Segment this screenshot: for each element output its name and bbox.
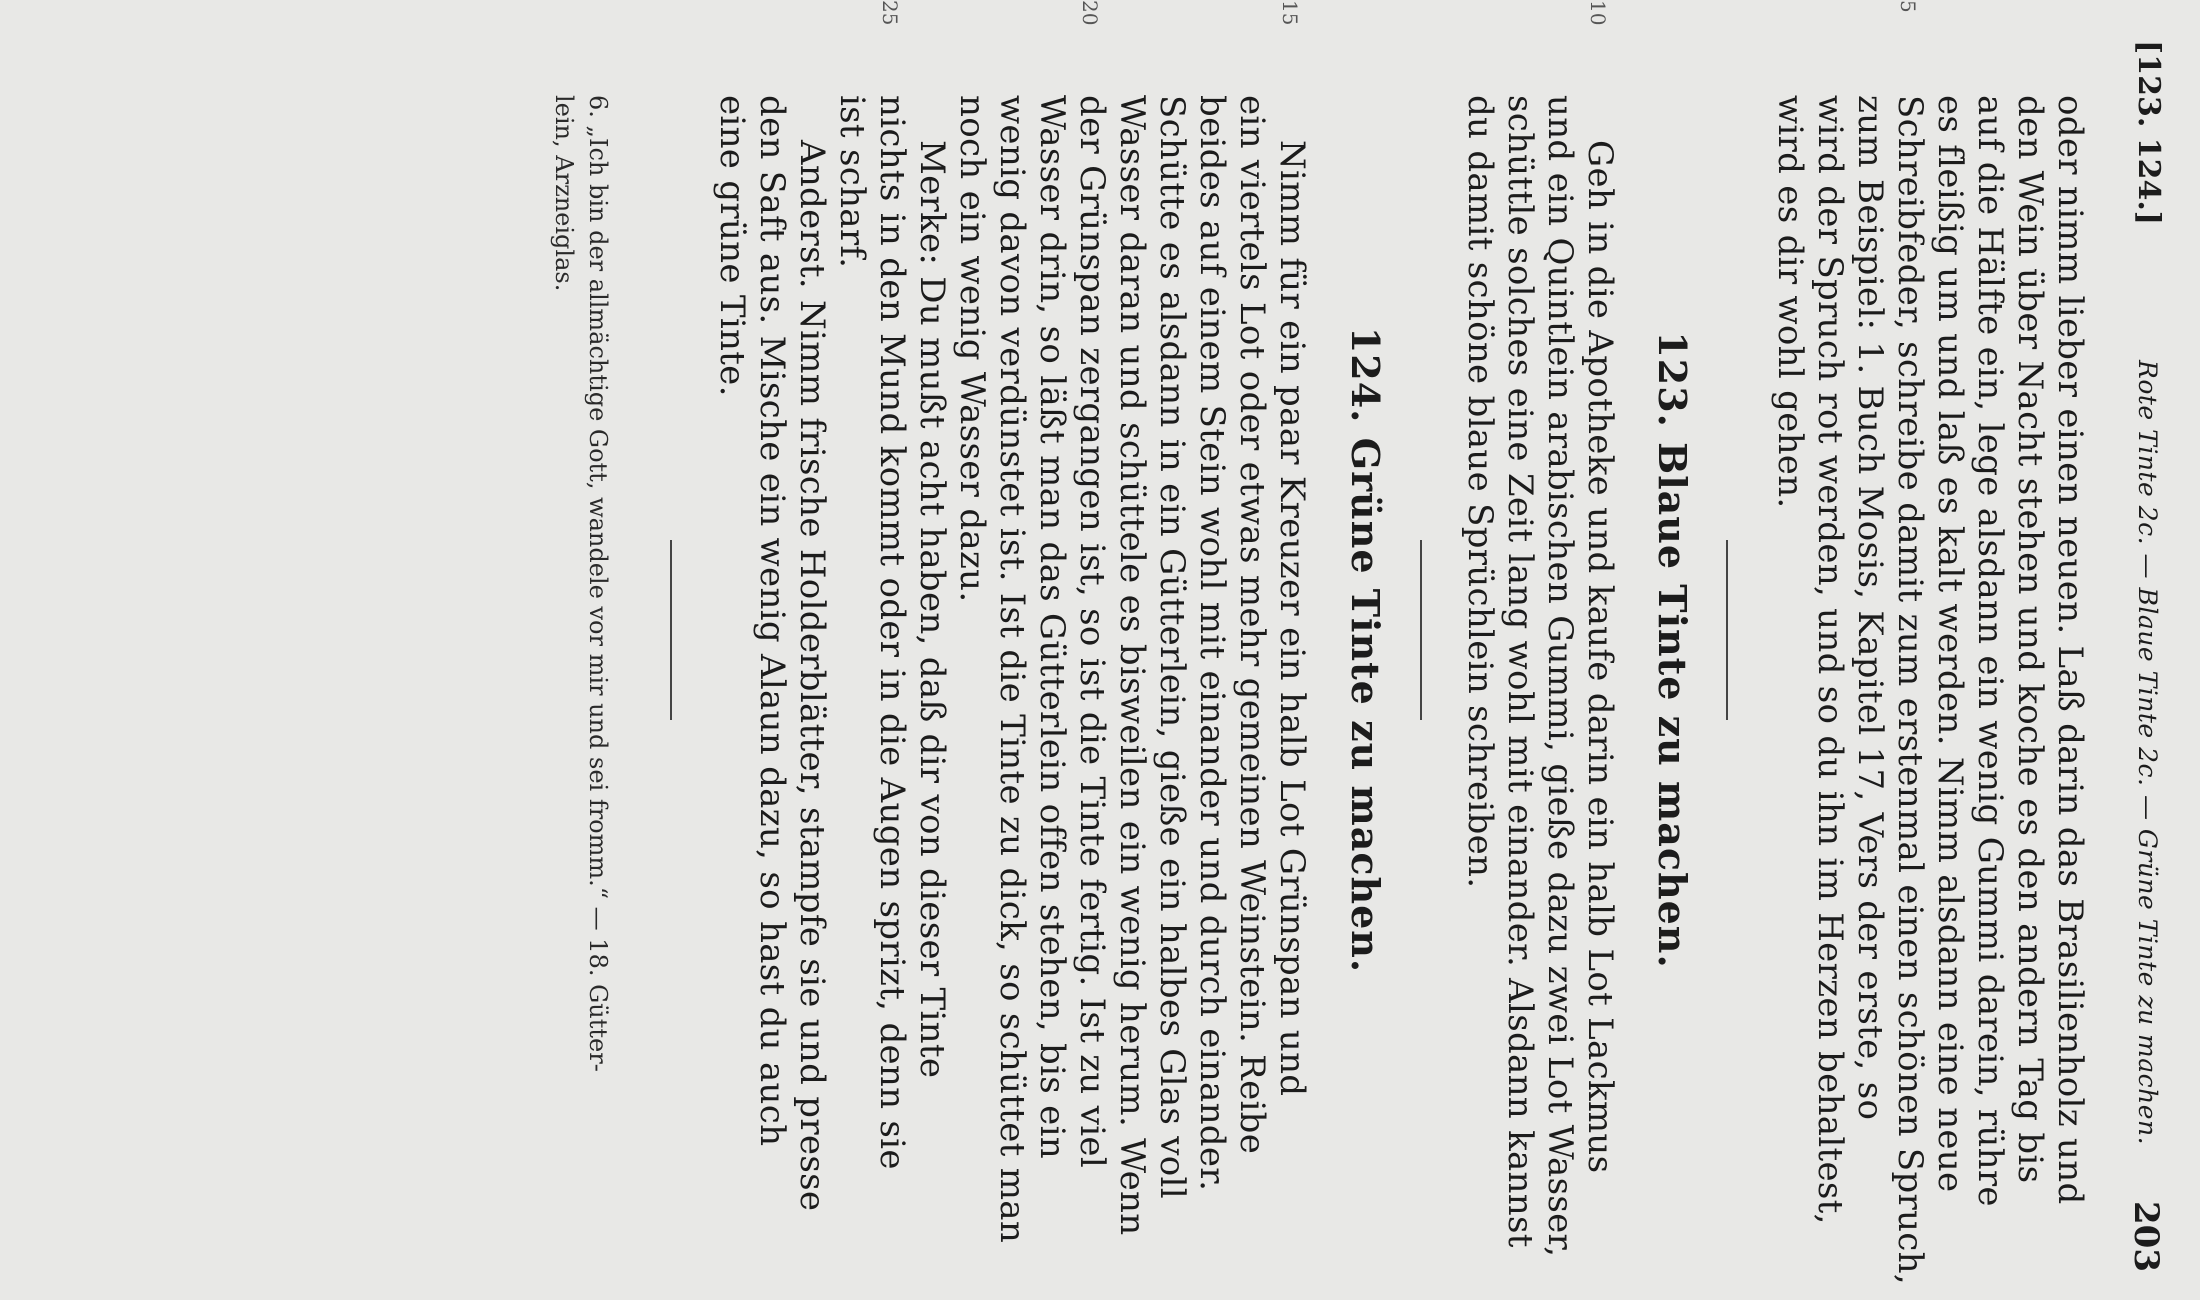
text-line: eine grüne Tinte.: [712, 95, 752, 397]
text-line: auf die Hälfte ein, lege alsdann ein wenig Gummi darein, rühre: [1970, 95, 2010, 1207]
line-number: 15: [1278, 0, 1302, 26]
line-number: 25: [878, 0, 902, 26]
text-line: Schreibfeder, schreibe damit zum erstenmal einen schönen Spruch,: [1890, 95, 1930, 1285]
text-line: es fleißig um und laß es kalt werden. Nimm alsdann eine neue: [1930, 95, 1970, 1193]
text-line: der Grünspan zergangen ist, so ist die Tinte fertig. Ist zu viel: [1072, 95, 1112, 1168]
text-line: du damit schöne blaue Sprüchlein schreiben.: [1460, 95, 1500, 889]
text-line: Anderst. Nimm frische Holderblätter, stampfe sie und presse: [792, 140, 832, 1212]
line-number: 20: [1078, 0, 1102, 26]
text-line: zum Beispiel: 1. Buch Mosis, Kapitel 17, Vers der erste, so: [1850, 95, 1890, 1121]
text-line: den Saft aus. Mische ein wenig Alaun dazu, so hast du auch: [752, 95, 792, 1147]
text-line: nichts in den Mund kommt oder in die Augen sprizt, denn sie: [872, 95, 912, 1170]
line-number: 10: [1586, 0, 1610, 26]
text-line: ist scharf.: [832, 95, 872, 269]
text-line: ein viertels Lot oder etwas mehr gemeinen Weinstein. Reibe: [1232, 95, 1272, 1155]
text-line: wird es dir wohl gehen.: [1770, 95, 1810, 509]
footnote-line: lein, Arzneiglas.: [550, 95, 578, 292]
section-reference: [123. 124.]: [2131, 40, 2166, 225]
text-line: schüttle solches eine Zeit lang wohl mit einander. Alsdann kannst: [1500, 95, 1540, 1248]
page-header: [2106, 40, 2166, 1280]
section-divider: [1726, 540, 1728, 720]
line-number: 5: [1896, 0, 1920, 13]
section-divider: [670, 540, 672, 720]
text-line: oder nimm lieber einen neuen. Laß darin das Brasilienholz und: [2050, 95, 2090, 1205]
footnote-line: 6. „Ich bin der allmächtige Gott, wandele vor mir und sei fromm.“ — 18. Gütter-: [584, 95, 612, 1072]
section-heading-123: 123. Blaue Tinte zu machen.: [1650, 331, 1695, 969]
text-line: wird der Spruch rot werden, und so du ihn im Herzen behaltest,: [1810, 95, 1850, 1225]
section-divider: [1420, 540, 1422, 720]
text-line: noch ein wenig Wasser dazu.: [952, 95, 992, 603]
text-line: den Wein über Nacht stehen und koche es den andern Tag bis: [2010, 95, 2050, 1184]
page-number: 203: [2126, 1201, 2166, 1272]
text-line: Wasser drin, so läßt man das Gütterlein offen stehen, bis ein: [1032, 95, 1072, 1159]
running-title: Rote Tinte 2c. — Blaue Tinte 2c. — Grüne Tinte zu machen.: [2133, 360, 2162, 1146]
text-line: Geh in die Apotheke und kaufe darin ein halb Lot Lackmus: [1580, 140, 1620, 1174]
text-line: Merke: Du mußt acht haben, daß dir von dieser Tinte: [912, 140, 952, 1079]
text-line: Schütte es alsdann in ein Gütterlein, gieße ein halbes Glas voll: [1152, 95, 1192, 1199]
text-line: Wasser daran und schüttele es bisweilen ein wenig herum. Wenn: [1112, 95, 1152, 1236]
text-line: Nimm für ein paar Kreuzer ein halb Lot Grünspan und: [1272, 140, 1312, 1097]
text-line: beides auf einem Stein wohl mit einander und durch einander.: [1192, 95, 1232, 1192]
text-line: wenig davon verdünstet ist. Ist die Tinte zu dick, so schüttet man: [992, 95, 1032, 1244]
text-line: und ein Quintlein arabischen Gummi, gieße dazu zwei Lot Wasser,: [1540, 95, 1580, 1258]
section-heading-124: 124. Grüne Tinte zu machen.: [1343, 326, 1388, 974]
